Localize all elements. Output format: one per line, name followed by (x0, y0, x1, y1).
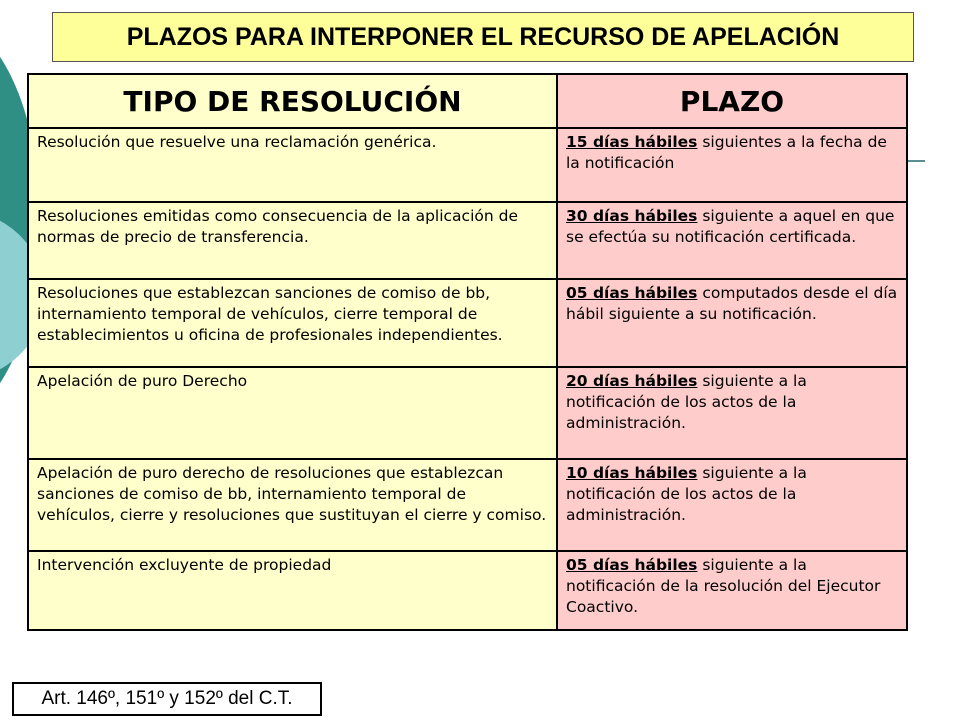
cell-tipo: Resoluciones emitidas como consecuencia de la aplicación de normas de precio de transferencia. (28, 202, 557, 279)
page-title: PLAZOS PARA INTERPONER EL RECURSO DE APELACIÓN (52, 12, 914, 62)
header-plazo: PLAZO (557, 74, 907, 128)
table-row (28, 459, 907, 551)
cell-plazo (557, 367, 907, 459)
table-row (28, 128, 907, 202)
table-row (28, 367, 907, 459)
plazo-days: 05 días hábiles (566, 556, 698, 574)
table-row (28, 279, 907, 367)
table-header-row (28, 74, 907, 128)
article-reference: Art. 146º, 151º y 152º del C.T. (12, 682, 322, 716)
plazo-days: 15 días hábiles (566, 133, 698, 151)
table-row (28, 551, 907, 630)
plazo-text: computados desde el día hábil siguiente a su notificación. (566, 284, 898, 323)
plazo-text: siguiente a la notificación de los actos de la administración. (566, 372, 807, 432)
plazo-text: siguientes a la fecha de la notificación (566, 133, 887, 172)
cell-tipo: Apelación de puro derecho de resoluciones que establezcan sanciones de comiso de bb, internamiento temporal de vehículos, cierre y resoluciones que sustituyan el cierre y comiso. (28, 459, 557, 551)
decorative-line (905, 160, 925, 162)
plazo-text: siguiente a la notificación de la resolución del Ejecutor Coactivo. (566, 556, 881, 616)
plazo-text: siguiente a la notificación de los actos de la administración. (566, 464, 807, 524)
cell-plazo (557, 279, 907, 367)
cell-tipo: Apelación de puro Derecho (28, 367, 557, 459)
cell-plazo (557, 551, 907, 630)
plazo-days: 20 días hábiles (566, 372, 698, 390)
cell-plazo (557, 459, 907, 551)
plazo-days: 05 días hábiles (566, 284, 698, 302)
table-row (28, 202, 907, 279)
cell-tipo: Resolución que resuelve una reclamación genérica. (28, 128, 557, 202)
plazo-days: 10 días hábiles (566, 464, 698, 482)
cell-plazo (557, 128, 907, 202)
cell-tipo: Intervención excluyente de propiedad (28, 551, 557, 630)
plazo-text: siguiente a aquel en que se efectúa su notificación certificada. (566, 207, 895, 246)
plazos-table (27, 73, 908, 631)
cell-tipo: Resoluciones que establezcan sanciones de comiso de bb, internamiento temporal de vehículos, cierre temporal de establecimientos u oficina de profesionales independientes. (28, 279, 557, 367)
plazo-days: 30 días hábiles (566, 207, 698, 225)
header-tipo: TIPO DE RESOLUCIÓN (28, 74, 557, 128)
cell-plazo (557, 202, 907, 279)
